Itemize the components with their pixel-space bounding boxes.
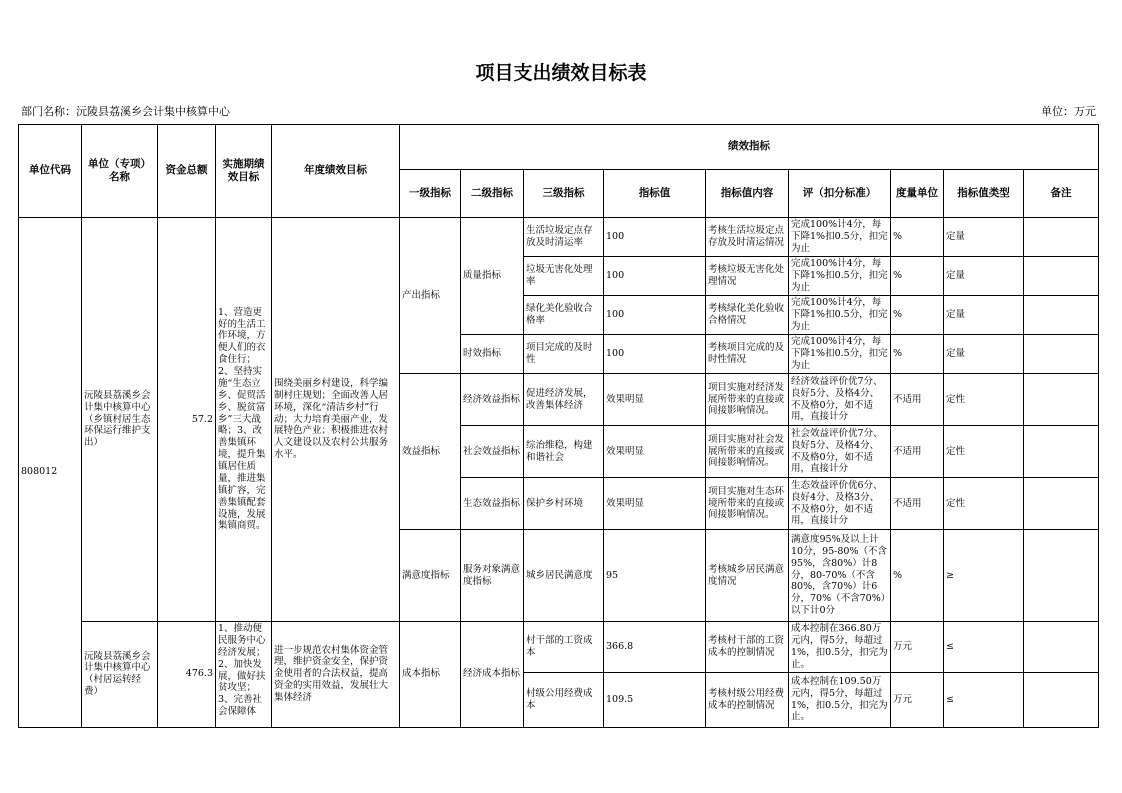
level2-economic-cell: 经济效益指标 <box>461 374 524 426</box>
header-type: 指标值类型 <box>944 170 1024 218</box>
measure-cell: % <box>891 218 944 257</box>
type-cell: ≤ <box>944 622 1024 673</box>
unit-code-cell: 808012 <box>19 218 82 728</box>
note-cell <box>1024 672 1099 727</box>
type-cell: ≤ <box>944 672 1024 727</box>
note-cell <box>1024 257 1099 296</box>
level3-cell: 促进经济发展，改善集体经济 <box>524 374 604 426</box>
header-value: 指标值 <box>604 170 706 218</box>
score-cell: 完成100%计4分，每下降1%扣0.5分，扣完为止 <box>789 335 891 374</box>
level3-cell: 保护乡村环境 <box>524 478 604 530</box>
content-cell: 考核生活垃圾定点存放及时清运情况 <box>706 218 789 257</box>
score-cell: 社会效益评价优7分、良好5分、及格4分、不及格0分，如不适用，直接计分 <box>789 426 891 478</box>
department-label: 部门名称：沅陵县荔溪乡会计集中核算中心 <box>21 105 230 118</box>
level3-cell: 垃圾无害化处理率 <box>524 257 604 296</box>
performance-target-table <box>18 124 1099 728</box>
measure-cell: % <box>891 296 944 335</box>
annual-goal-cell: 围绕美丽乡村建设，科学编制村庄规划；全面改善人居环境，深化“清洁乡村”行动；大力培育美丽产业，发展特色产业；积极推进农村人文建设以及农村公共服务水平。 <box>272 218 400 622</box>
measure-cell: 万元 <box>891 672 944 727</box>
measure-cell: 不适用 <box>891 426 944 478</box>
period-goal-cell: 1、推动便民服务中心经济发展； 2、加快发展，做好扶贫攻坚； 3、完善社会保障体 <box>216 622 272 728</box>
content-cell: 考核项目完成的及时性情况 <box>706 335 789 374</box>
note-cell <box>1024 335 1099 374</box>
value-cell: 效果明显 <box>604 426 706 478</box>
level3-cell: 村级公用经费成本 <box>524 672 604 727</box>
score-cell: 满意度95%及以上计10分，95-80%（不含95%，含80%）计8分，80-70%（不含80%，含70%）计6分，70%（不含70%）以下计0分 <box>789 530 891 622</box>
header-content: 指标值内容 <box>706 170 789 218</box>
level3-cell: 城乡居民满意度 <box>524 530 604 622</box>
type-cell: 定性 <box>944 374 1024 426</box>
level3-cell: 项目完成的及时性 <box>524 335 604 374</box>
header-unit-name: 单位（专项）名称 <box>82 125 158 218</box>
header-level2: 二级指标 <box>461 170 524 218</box>
value-cell: 109.5 <box>604 672 706 727</box>
content-cell: 项目实施对经济发展所带来的直接或间接影响情况。 <box>706 374 789 426</box>
type-cell: 定量 <box>944 218 1024 257</box>
header-annual-goal: 年度绩效目标 <box>272 125 400 218</box>
project-total-cell: 57.2 <box>158 218 216 622</box>
level2-service-cell: 服务对象满意度指标 <box>461 530 524 622</box>
level1-benefit-cell: 效益指标 <box>400 374 461 530</box>
note-cell <box>1024 478 1099 530</box>
type-cell: 定量 <box>944 335 1024 374</box>
note-cell <box>1024 218 1099 257</box>
content-cell: 项目实施对生态环境所带来的直接或间接影响情况。 <box>706 478 789 530</box>
level3-cell: 村干部的工资成本 <box>524 622 604 673</box>
project-name-cell: 沅陵县荔溪乡会计集中核算中心（村居运转经费） <box>82 622 158 728</box>
measure-cell: % <box>891 257 944 296</box>
value-cell: 366.8 <box>604 622 706 673</box>
level2-timeliness-cell: 时效指标 <box>461 335 524 374</box>
header-kpi: 绩效指标 <box>400 125 1099 170</box>
annual-goal-cell: 进一步规范农村集体资金管理，维护资金安全，保护资金使用者的合法权益，提高资金的实用效益，发展壮大集体经济 <box>272 622 400 728</box>
level1-output-cell: 产出指标 <box>400 218 461 374</box>
level2-ecological-cell: 生态效益指标 <box>461 478 524 530</box>
header-level1: 一级指标 <box>400 170 461 218</box>
level1-satisfaction-cell: 满意度指标 <box>400 530 461 622</box>
measure-cell: % <box>891 335 944 374</box>
page-title: 项目支出绩效目标表 <box>475 62 647 84</box>
header-unit-code: 单位代码 <box>19 125 82 218</box>
measure-cell: % <box>891 530 944 622</box>
level2-cost-cell: 经济成本指标 <box>461 622 524 728</box>
level2-social-cell: 社会效益指标 <box>461 426 524 478</box>
content-cell: 考核村干部的工资成本的控制情况 <box>706 622 789 673</box>
value-cell: 95 <box>604 530 706 622</box>
measure-cell: 不适用 <box>891 478 944 530</box>
type-cell: 定性 <box>944 426 1024 478</box>
note-cell <box>1024 374 1099 426</box>
level1-cost-cell: 成本指标 <box>400 622 461 728</box>
header-total: 资金总额 <box>158 125 216 218</box>
measure-cell: 不适用 <box>891 374 944 426</box>
header-score: 评（扣分标准） <box>789 170 891 218</box>
header-note: 备注 <box>1024 170 1099 218</box>
type-cell: 定量 <box>944 296 1024 335</box>
type-cell: 定量 <box>944 257 1024 296</box>
value-cell: 100 <box>604 218 706 257</box>
value-cell: 100 <box>604 257 706 296</box>
value-cell: 100 <box>604 335 706 374</box>
header-level3: 三级指标 <box>524 170 604 218</box>
note-cell <box>1024 426 1099 478</box>
score-cell: 成本控制在366.80万元内，得5分，每超过1%，扣0.5分，扣完为止。 <box>789 622 891 673</box>
score-cell: 成本控制在109.50万元内，得5分，每超过1%，扣0.5分，扣完为止。 <box>789 672 891 727</box>
note-cell <box>1024 530 1099 622</box>
header-period-goal: 实施期绩效目标 <box>216 125 272 218</box>
score-cell: 完成100%计4分，每下降1%扣0.5分，扣完为止 <box>789 257 891 296</box>
content-cell: 考核村级公用经费成本的控制情况 <box>706 672 789 727</box>
level3-cell: 绿化美化验收合格率 <box>524 296 604 335</box>
score-cell: 生态效益评价优6分、良好4分、及格3分、不及格0分，如不适用，直接计分 <box>789 478 891 530</box>
measure-cell: 万元 <box>891 622 944 673</box>
score-cell: 完成100%计4分，每下降1%扣0.5分，扣完为止 <box>789 218 891 257</box>
score-cell: 经济效益评价优7分、良好5分、及格4分、不及格0分，如不适用，直接计分 <box>789 374 891 426</box>
content-cell: 考核城乡居民满意度情况 <box>706 530 789 622</box>
unit-label: 单位：万元 <box>1041 105 1096 118</box>
content-cell: 考核垃圾无害化处理情况 <box>706 257 789 296</box>
period-goal-cell: 1、营造更好的生活工作环境，方便人们的衣食住行； 2、坚持实施“生态立乡、促贸活乡、脱贫富乡”三大战略；3、改善集镇环境，提升集镇居住质量，推进集镇扩容，完善集镇配套设施，发展集镇商贸。 <box>216 218 272 622</box>
value-cell: 效果明显 <box>604 374 706 426</box>
level3-cell: 生活垃圾定点存放及时清运率 <box>524 218 604 257</box>
project-total-cell: 476.3 <box>158 622 216 728</box>
value-cell: 效果明显 <box>604 478 706 530</box>
project-name-cell: 沅陵县荔溪乡会计集中核算中心（乡镇村居生态环保运行维护支出） <box>82 218 158 622</box>
header-measure: 度量单位 <box>891 170 944 218</box>
type-cell: ≥ <box>944 530 1024 622</box>
level2-quality-cell: 质量指标 <box>461 218 524 335</box>
note-cell <box>1024 296 1099 335</box>
type-cell: 定性 <box>944 478 1024 530</box>
content-cell: 考核绿化美化验收合格情况 <box>706 296 789 335</box>
content-cell: 项目实施对社会发展所带来的直接或间接影响情况。 <box>706 426 789 478</box>
score-cell: 完成100%计4分，每下降1%扣0.5分，扣完为止 <box>789 296 891 335</box>
level3-cell: 综治维稳，构建和谐社会 <box>524 426 604 478</box>
note-cell <box>1024 622 1099 673</box>
value-cell: 100 <box>604 296 706 335</box>
